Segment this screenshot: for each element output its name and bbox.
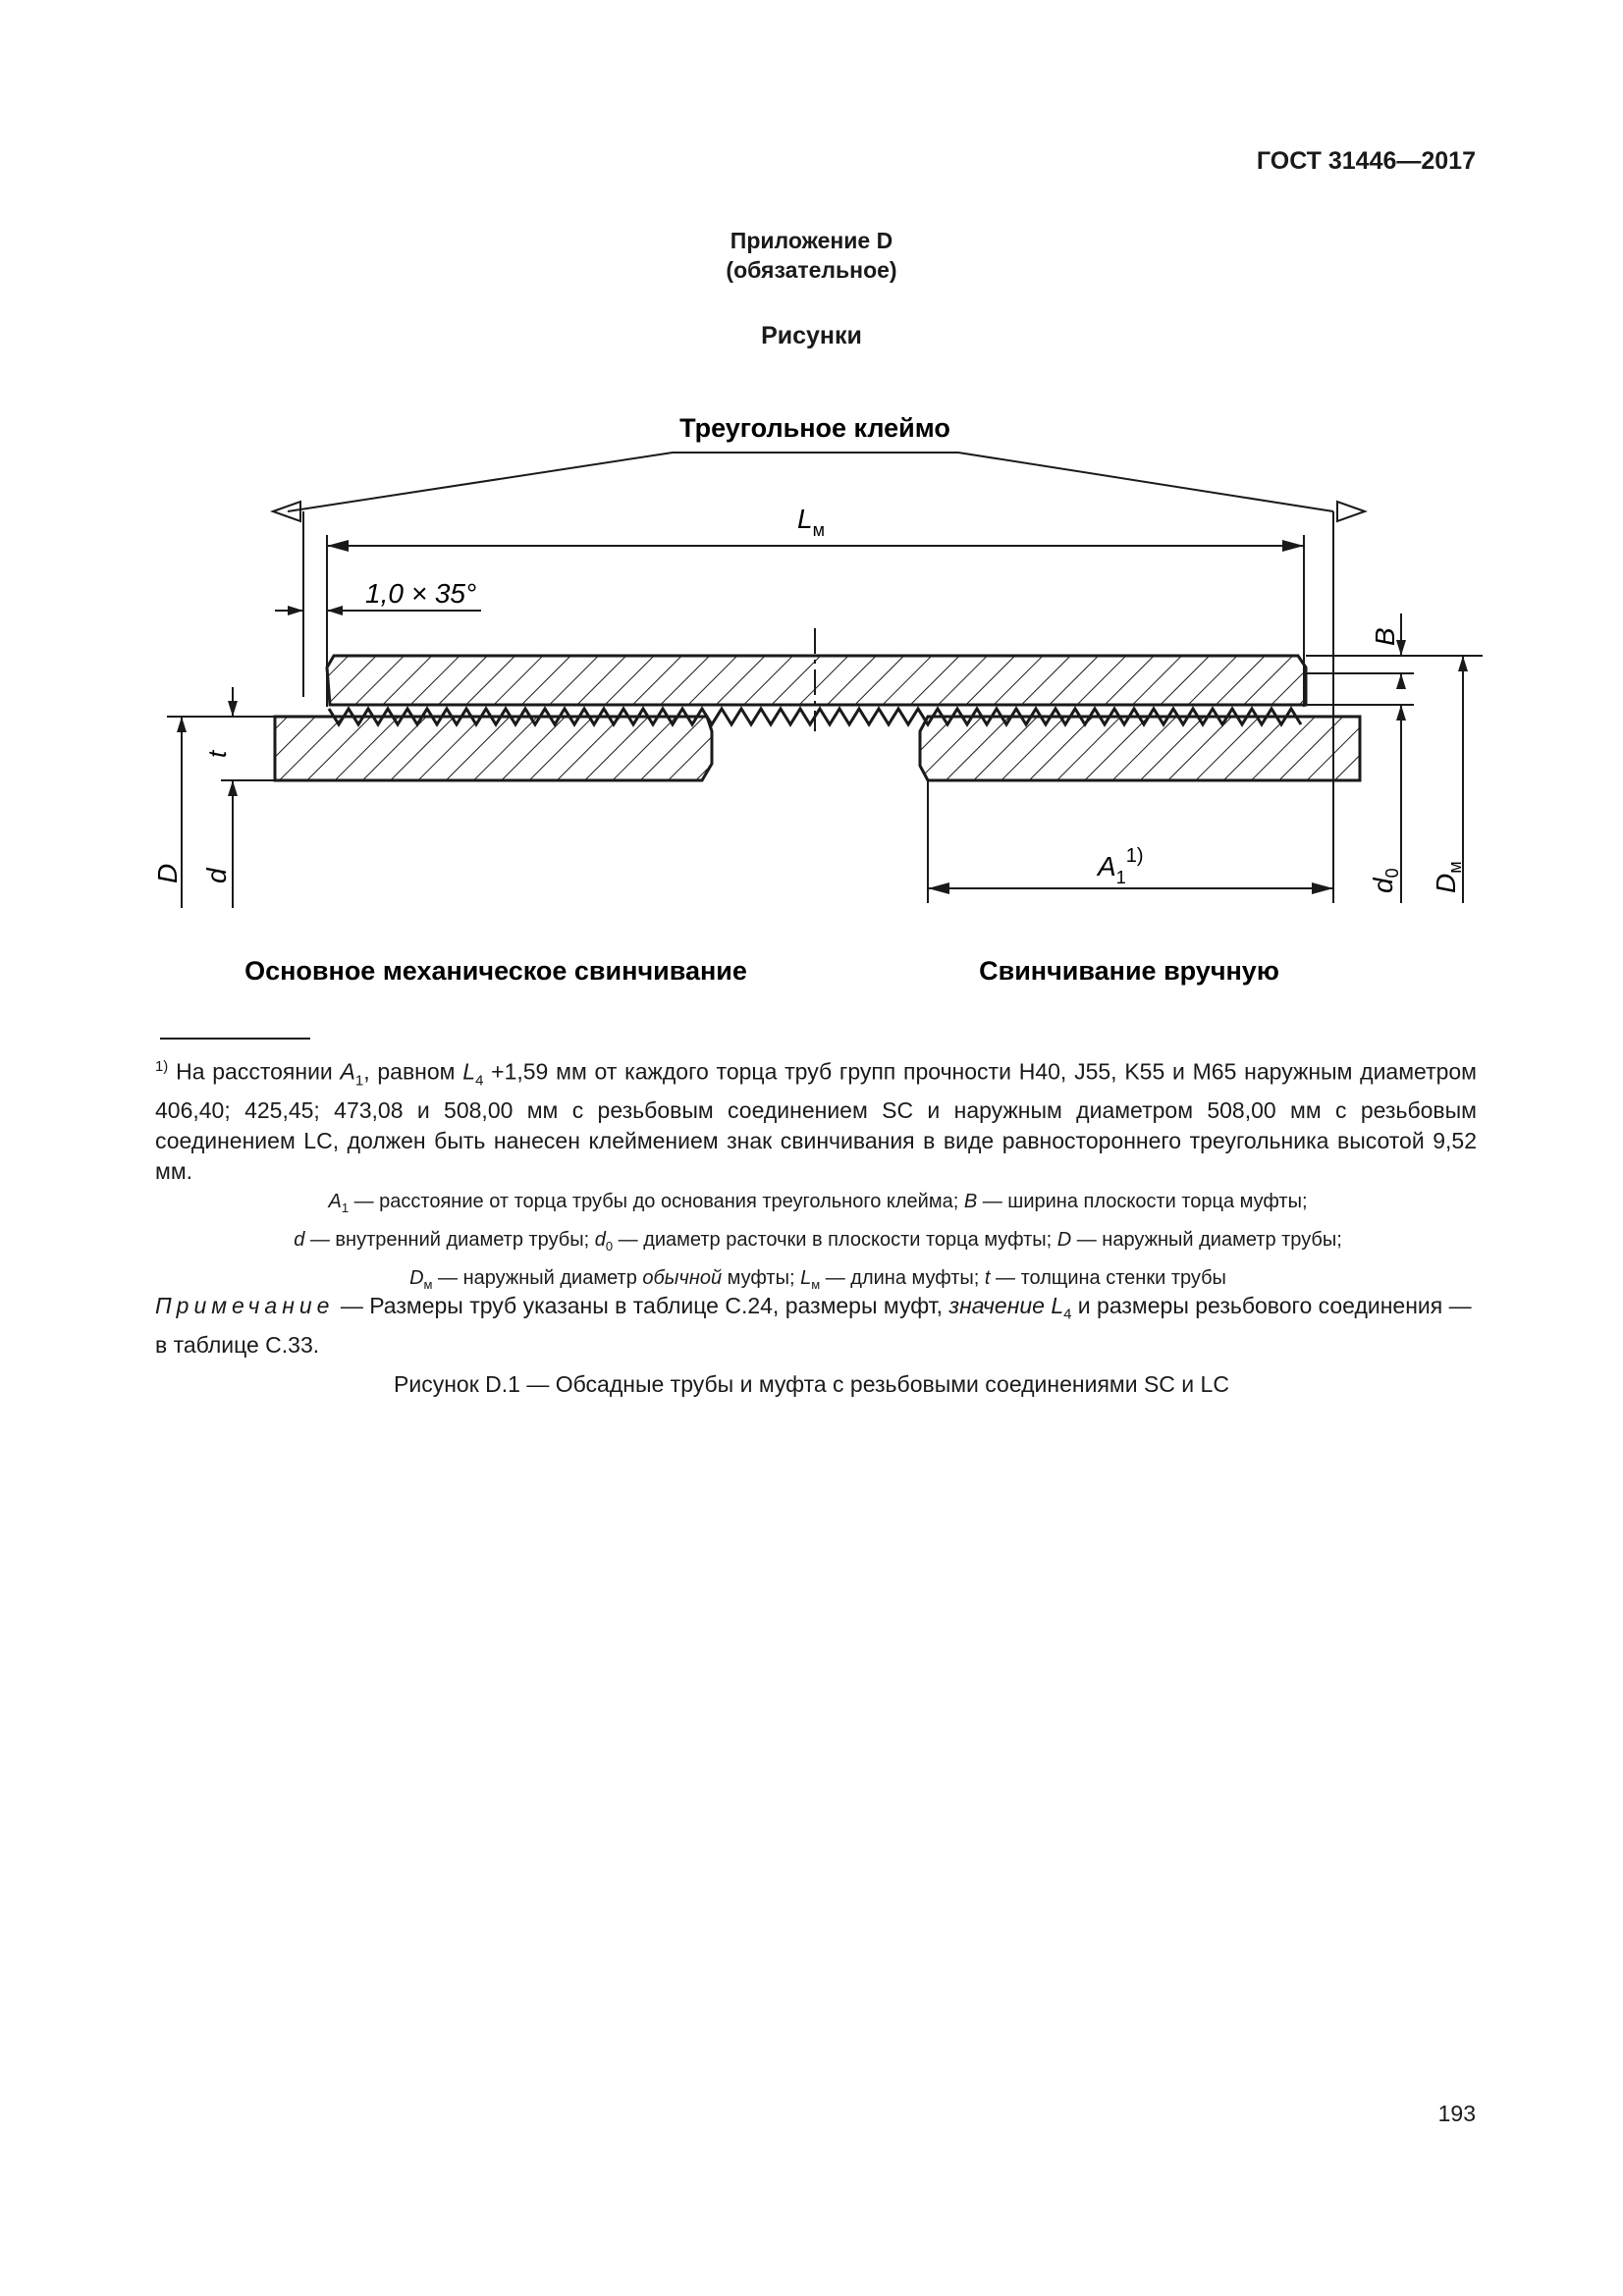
note-label: Примечание	[155, 1293, 335, 1318]
appendix-title	[0, 226, 1623, 285]
legend-line-3: $D_м$ — наружный диаметр обычной муфты; $L_м$ — длина муфты; t — толщина стенки трубы	[409, 1267, 1226, 1292]
dim-label-b: B	[1370, 627, 1400, 646]
left-label: Основное механическое свинчивание	[244, 956, 747, 986]
dim-label-dm: $D_м$	[1431, 861, 1465, 893]
symbol-legend	[160, 1186, 1476, 1301]
dim-label-a1: $A_1^{1)}$	[1098, 845, 1144, 887]
pipe-left	[275, 717, 712, 780]
stamp-label: Треугольное клеймо	[679, 413, 950, 443]
appendix-heading: Рисунки	[761, 322, 862, 349]
footnote-separator	[160, 1038, 310, 1040]
technical-drawing	[0, 393, 1623, 1001]
dim-label-inner-diameter: d	[201, 868, 232, 883]
stamp-leader-left	[288, 453, 1333, 511]
legend-line-2: d — внутренний диаметр трубы; $d_0$ — диаметр расточки в плоскости торца муфты; D — наружный диаметр трубы;	[294, 1229, 1342, 1254]
legend-line-1: $A_1$ — расстояние от торца трубы до основания треугольного клейма; B — ширина плоскости торца муфты;	[328, 1191, 1308, 1215]
footnote: $^{1)}$ На расстоянии $A_1$, равном $L_4 +1,59$ мм от каждого торца труб групп прочности H40, J55, K55 и M65 наружным диаметром 406,40; 425,45; 473,08 и 508,00 мм с резьбовым соединением SC и наружным диаметром 508,00 мм с резьбовым соединением LC, должен быть нанесен клеймением знак свинчивания в виде равностороннего треугольника высотой 9,52 мм.	[155, 1058, 1477, 1185]
stamp-triangle-right	[1337, 502, 1365, 521]
dim-label-t: t	[202, 750, 232, 758]
dim-label-lm: $L_м$	[797, 504, 825, 540]
standard-number: ГОСТ 31446—2017	[1256, 147, 1476, 175]
pipe-right	[920, 717, 1360, 780]
figure-caption: Рисунок D.1 — Обсадные трубы и муфта с резьбовыми соединениями SC и LC	[394, 1371, 1229, 1397]
note: Примечание — Размеры труб указаны в таблице C.24, размеры муфт, значение $L_4$ и размеры резьбового соединения — в таблице C.33.	[155, 1293, 1472, 1358]
footnote-marker: 1)	[155, 1058, 169, 1075]
appendix-status: (обязательное)	[726, 257, 897, 283]
right-label: Свинчивание вручную	[979, 956, 1279, 986]
page-number: 193	[1437, 2101, 1476, 2126]
stamp-triangle-left	[273, 502, 300, 521]
appendix-name: Приложение D	[730, 228, 893, 253]
coupling-body	[327, 656, 1306, 705]
dim-label-d0: $d_0$	[1368, 868, 1402, 893]
chamfer-label: 1,0 × 35°	[365, 578, 477, 609]
dim-label-outer-diameter: D	[152, 863, 183, 883]
